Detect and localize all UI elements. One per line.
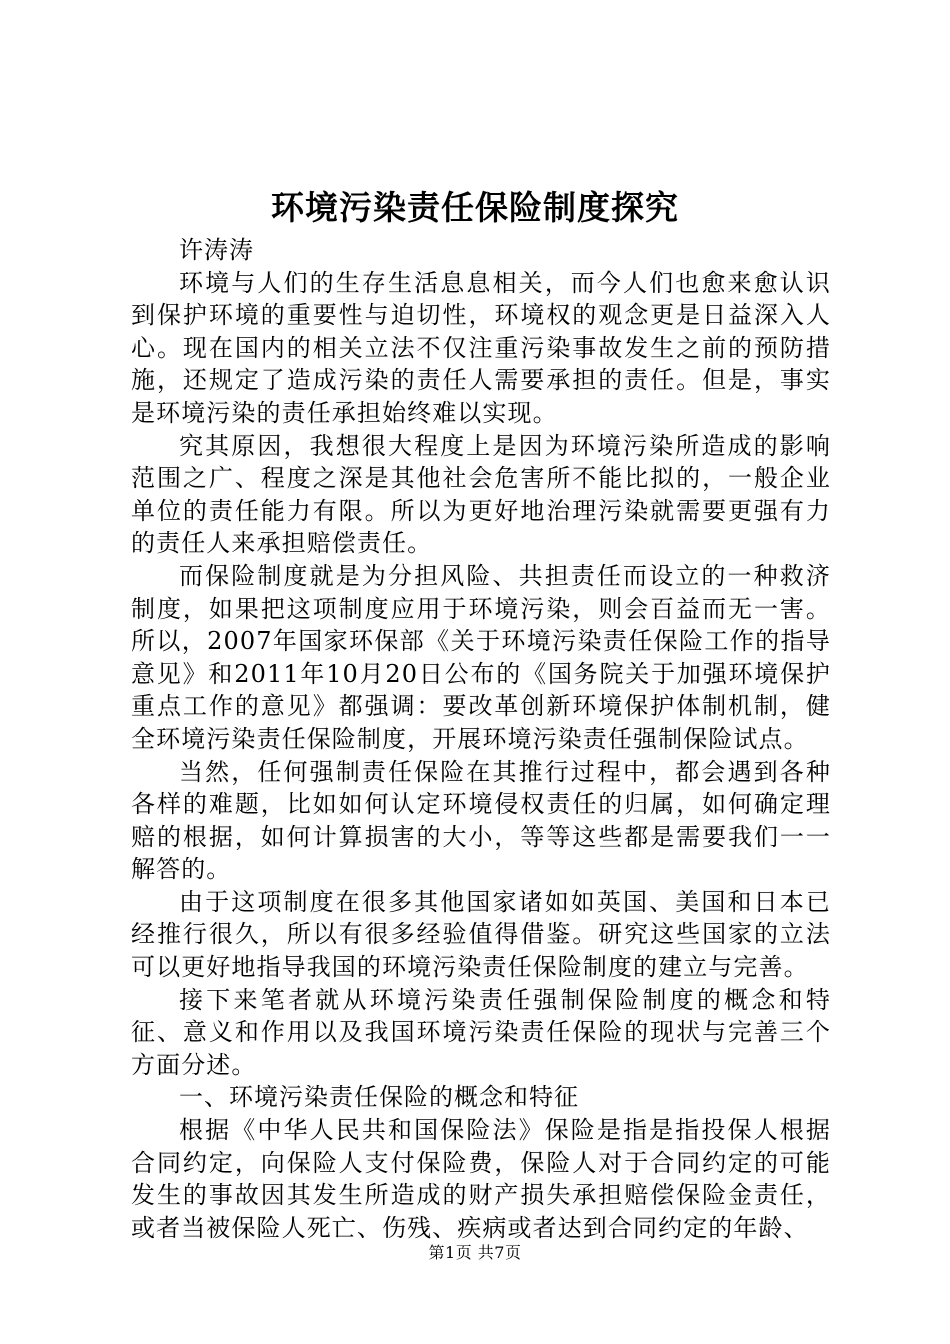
page-footer: 第1页 共7页: [428, 1243, 522, 1262]
body-paragraph: 由于这项制度在很多其他国家诸如如英国、美国和日本已经推行很久，所以有很多经验值得借鉴。研究这些国家的立法可以更好地指导我国的环境污染责任保险制度的建立与完善。: [131, 887, 831, 982]
author-name: 许涛涛: [179, 236, 254, 264]
document-title: 环境污染责任保险制度探究: [271, 188, 679, 227]
body-paragraph: 环境与人们的生存生活息息相关，而今人们也愈来愈认识到保护环境的重要性与迫切性，环境权的观念更是日益深入人心。现在国内的相关立法不仅注重污染事故发生之前的预防措施，还规定了造成污染的责任人需要承担的责任。但是，事实是环境污染的责任承担始终难以实现。: [131, 268, 831, 427]
section-heading: 一、环境污染责任保险的概念和特征: [179, 1083, 579, 1112]
body-paragraph: 根据《中华人民共和国保险法》保险是指是指投保人根据合同约定，向保险人支付保险费，保险人对于合同约定的可能发生的事故因其发生所造成的财产损失承担赔偿保险金责任，或者当被保险人死亡、伤残、疾病或者达到合同约定的年龄、: [131, 1116, 831, 1242]
document-body: [131, 234, 831, 1244]
body-paragraph: 究其原因，我想很大程度上是因为环境污染所造成的影响范围之广、程度之深是其他社会危害所不能比拟的，一般企业单位的责任能力有限。所以为更好地治理污染就需要更强有力的责任人来承担赔偿责任。: [131, 431, 831, 558]
body-paragraph: 当然，任何强制责任保险在其推行过程中，都会遇到各种各样的难题，比如如何认定环境侵权责任的归属，如何确定理赔的根据，如何计算损害的大小，等等这些都是需要我们一一解答的。: [131, 757, 831, 884]
body-paragraph: 接下来笔者就从环境污染责任强制保险制度的概念和特征、意义和作用以及我国环境污染责任保险的现状与完善三个方面分述。: [131, 985, 831, 1079]
body-paragraph: 而保险制度就是为分担风险、共担责任而设立的一种救济制度，如果把这项制度应用于环境污染，则会百益而无一害。所以，2007年国家环保部《关于环境污染责任保险工作的指导意见》和2011年10月20日公布的《国务院关于加强环境保护重点工作的意见》都强调：要改革创新环境保护体制机制，健全环境污染责任保险制度，开展环境污染责任强制保险试点。: [131, 561, 831, 753]
